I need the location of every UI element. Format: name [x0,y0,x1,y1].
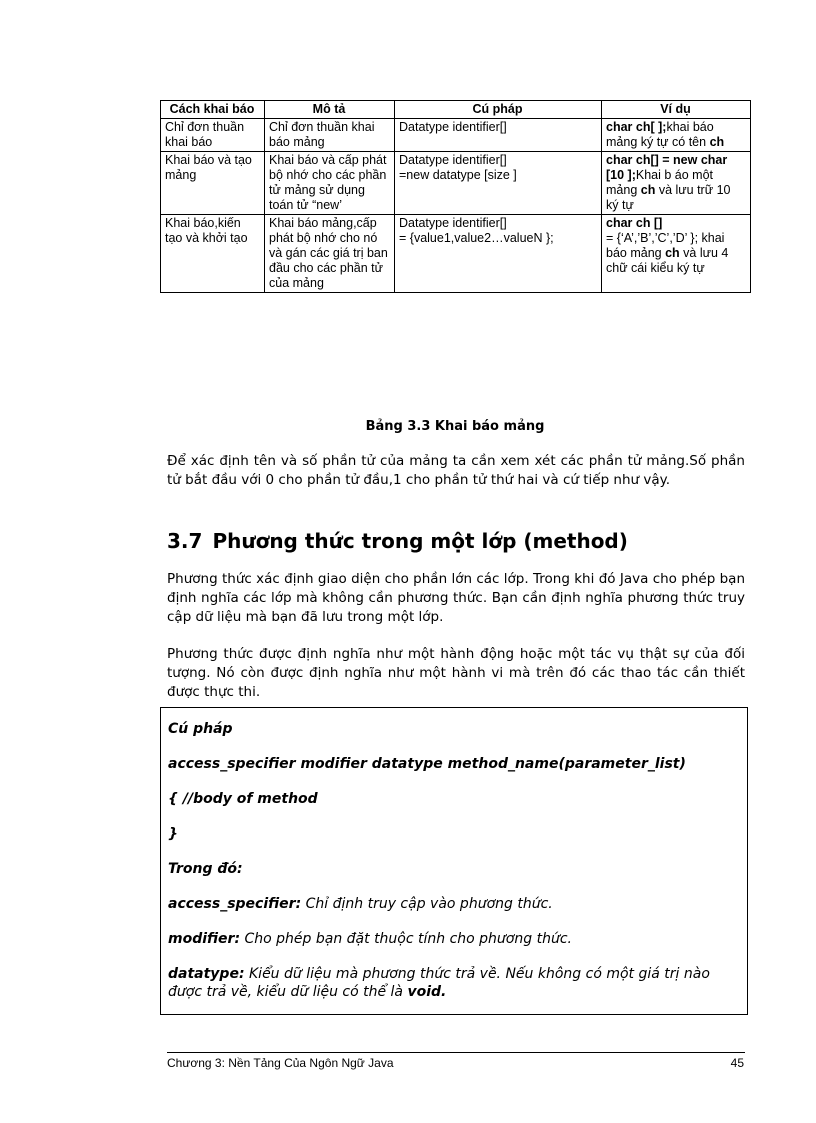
example-text: Khai b áo một mảng [606,168,714,197]
table-cell-method: Khai báo và tạo mảng [161,152,265,215]
example-code: char ch [] [606,216,663,230]
definition-term: datatype: [168,966,245,982]
table-header-row [161,101,751,119]
table-cell-syntax [395,215,602,293]
table-header-cell: Ví dụ [602,101,751,119]
syntax-line: Datatype identifier[] [399,216,507,230]
footer-chapter: Chương 3: Nền Tảng Của Ngôn Ngữ Java [167,1056,394,1070]
example-code: ch [709,135,725,149]
definition-desc: Chỉ định truy cập vào phương thức. [301,896,553,912]
table-cell-syntax [395,152,602,215]
syntax-box [160,707,748,1015]
table-header-cell: Cách khai báo [161,101,265,119]
method-signature: access_specifier modifier datatype method_name(parameter_list) [168,756,686,772]
example-code: ch [665,246,680,260]
syntax-line: =new datatype [size ] [399,168,517,182]
section-title: Phương thức trong một lớp (method) [212,529,628,553]
table-cell-example [602,215,751,293]
table-row [161,215,751,293]
table-row [161,119,751,152]
paragraph: Phương thức được định nghĩa như một hành động hoặc một tác vụ thật sự của đối tượng. Nó còn được định nghĩa như một hành vi mà trên đó các thao tác cần thiết được thực thi. [167,646,745,700]
definition-term: modifier: [168,931,241,947]
paragraph: Phương thức xác định giao diện cho phần lớn các lớp. Trong khi đó Java cho phép bạn định nghĩa các lớp mà không cần phương thức. Bạn cần định nghĩa phương thức truy cập dữ liệu mà bạn đã lưu trong một lớp. [167,571,745,625]
table-cell-syntax [395,119,602,152]
definition-desc: Kiểu dữ liệu mà phương thức trả về. Nếu không có một giá trị nào được trả về, kiểu dữ liệu có thể là [168,966,710,1000]
example-code: char ch[ ]; [606,120,667,134]
definition-item [168,965,740,1001]
table-cell-example [602,119,751,152]
example-text: khai báo mảng ký tự có tên [606,120,714,149]
syntax-line: Datatype identifier[] [399,120,507,134]
table-row [161,152,751,215]
table-cell-description: Chỉ đơn thuần khai báo mảng [265,119,395,152]
table-caption: Bảng 3.3 Khai báo mảng [365,419,545,434]
table-cell-method: Khai báo,kiến tạo và khởi tạo [161,215,265,293]
section-number: 3.7 [167,529,203,553]
example-text: và lưu trữ 10 ký tự [606,183,731,212]
page-number: 45 [730,1056,744,1070]
where-label: Trong đó: [168,861,243,877]
definition-keyword: void. [407,984,447,1000]
definition-item [168,930,740,948]
table-cell-description: Khai báo mảng,cấp phát bộ nhớ cho nó và gán các giá trị ban đầu cho các phần tử của mảng [265,215,395,293]
example-text: = {‘A’,’B’,’C’,’D’ }; khai báo mảng [606,231,725,260]
table-cell-example [602,152,751,215]
example-code: ch [640,183,656,197]
paragraph: Để xác định tên và số phần tử của mảng ta cần xem xét các phần tử mảng.Số phần tử bắt đầu với 0 cho phần tử đầu,1 cho phần tử thứ hai và cứ tiếp như vậy. [167,453,745,488]
footer-divider [167,1052,745,1053]
syntax-line: Datatype identifier[] [399,153,507,167]
syntax-heading: Cú pháp [168,721,233,737]
example-code: char ch[] = new char [10 ]; [606,153,728,182]
syntax-line: = {value1,value2…valueN }; [399,231,554,245]
array-declaration-table [160,100,751,293]
table-cell-method: Chỉ đơn thuần khai báo [161,119,265,152]
definition-item [168,895,740,913]
table-header-cell: Mô tả [265,101,395,119]
table-cell-description: Khai báo và cấp phát bộ nhớ cho các phần tử mảng sử dụng toán tử “new’ [265,152,395,215]
table-header-cell: Cú pháp [395,101,602,119]
close-brace-line: } [168,826,178,842]
definition-desc: Cho phép bạn đặt thuộc tính cho phương thức. [240,931,572,947]
example-text: và lưu 4 chữ cái kiểu ký tự [606,246,729,275]
definition-term: access_specifier: [168,896,302,912]
section-heading [167,529,628,553]
open-brace-line: { //body of method [168,791,318,807]
